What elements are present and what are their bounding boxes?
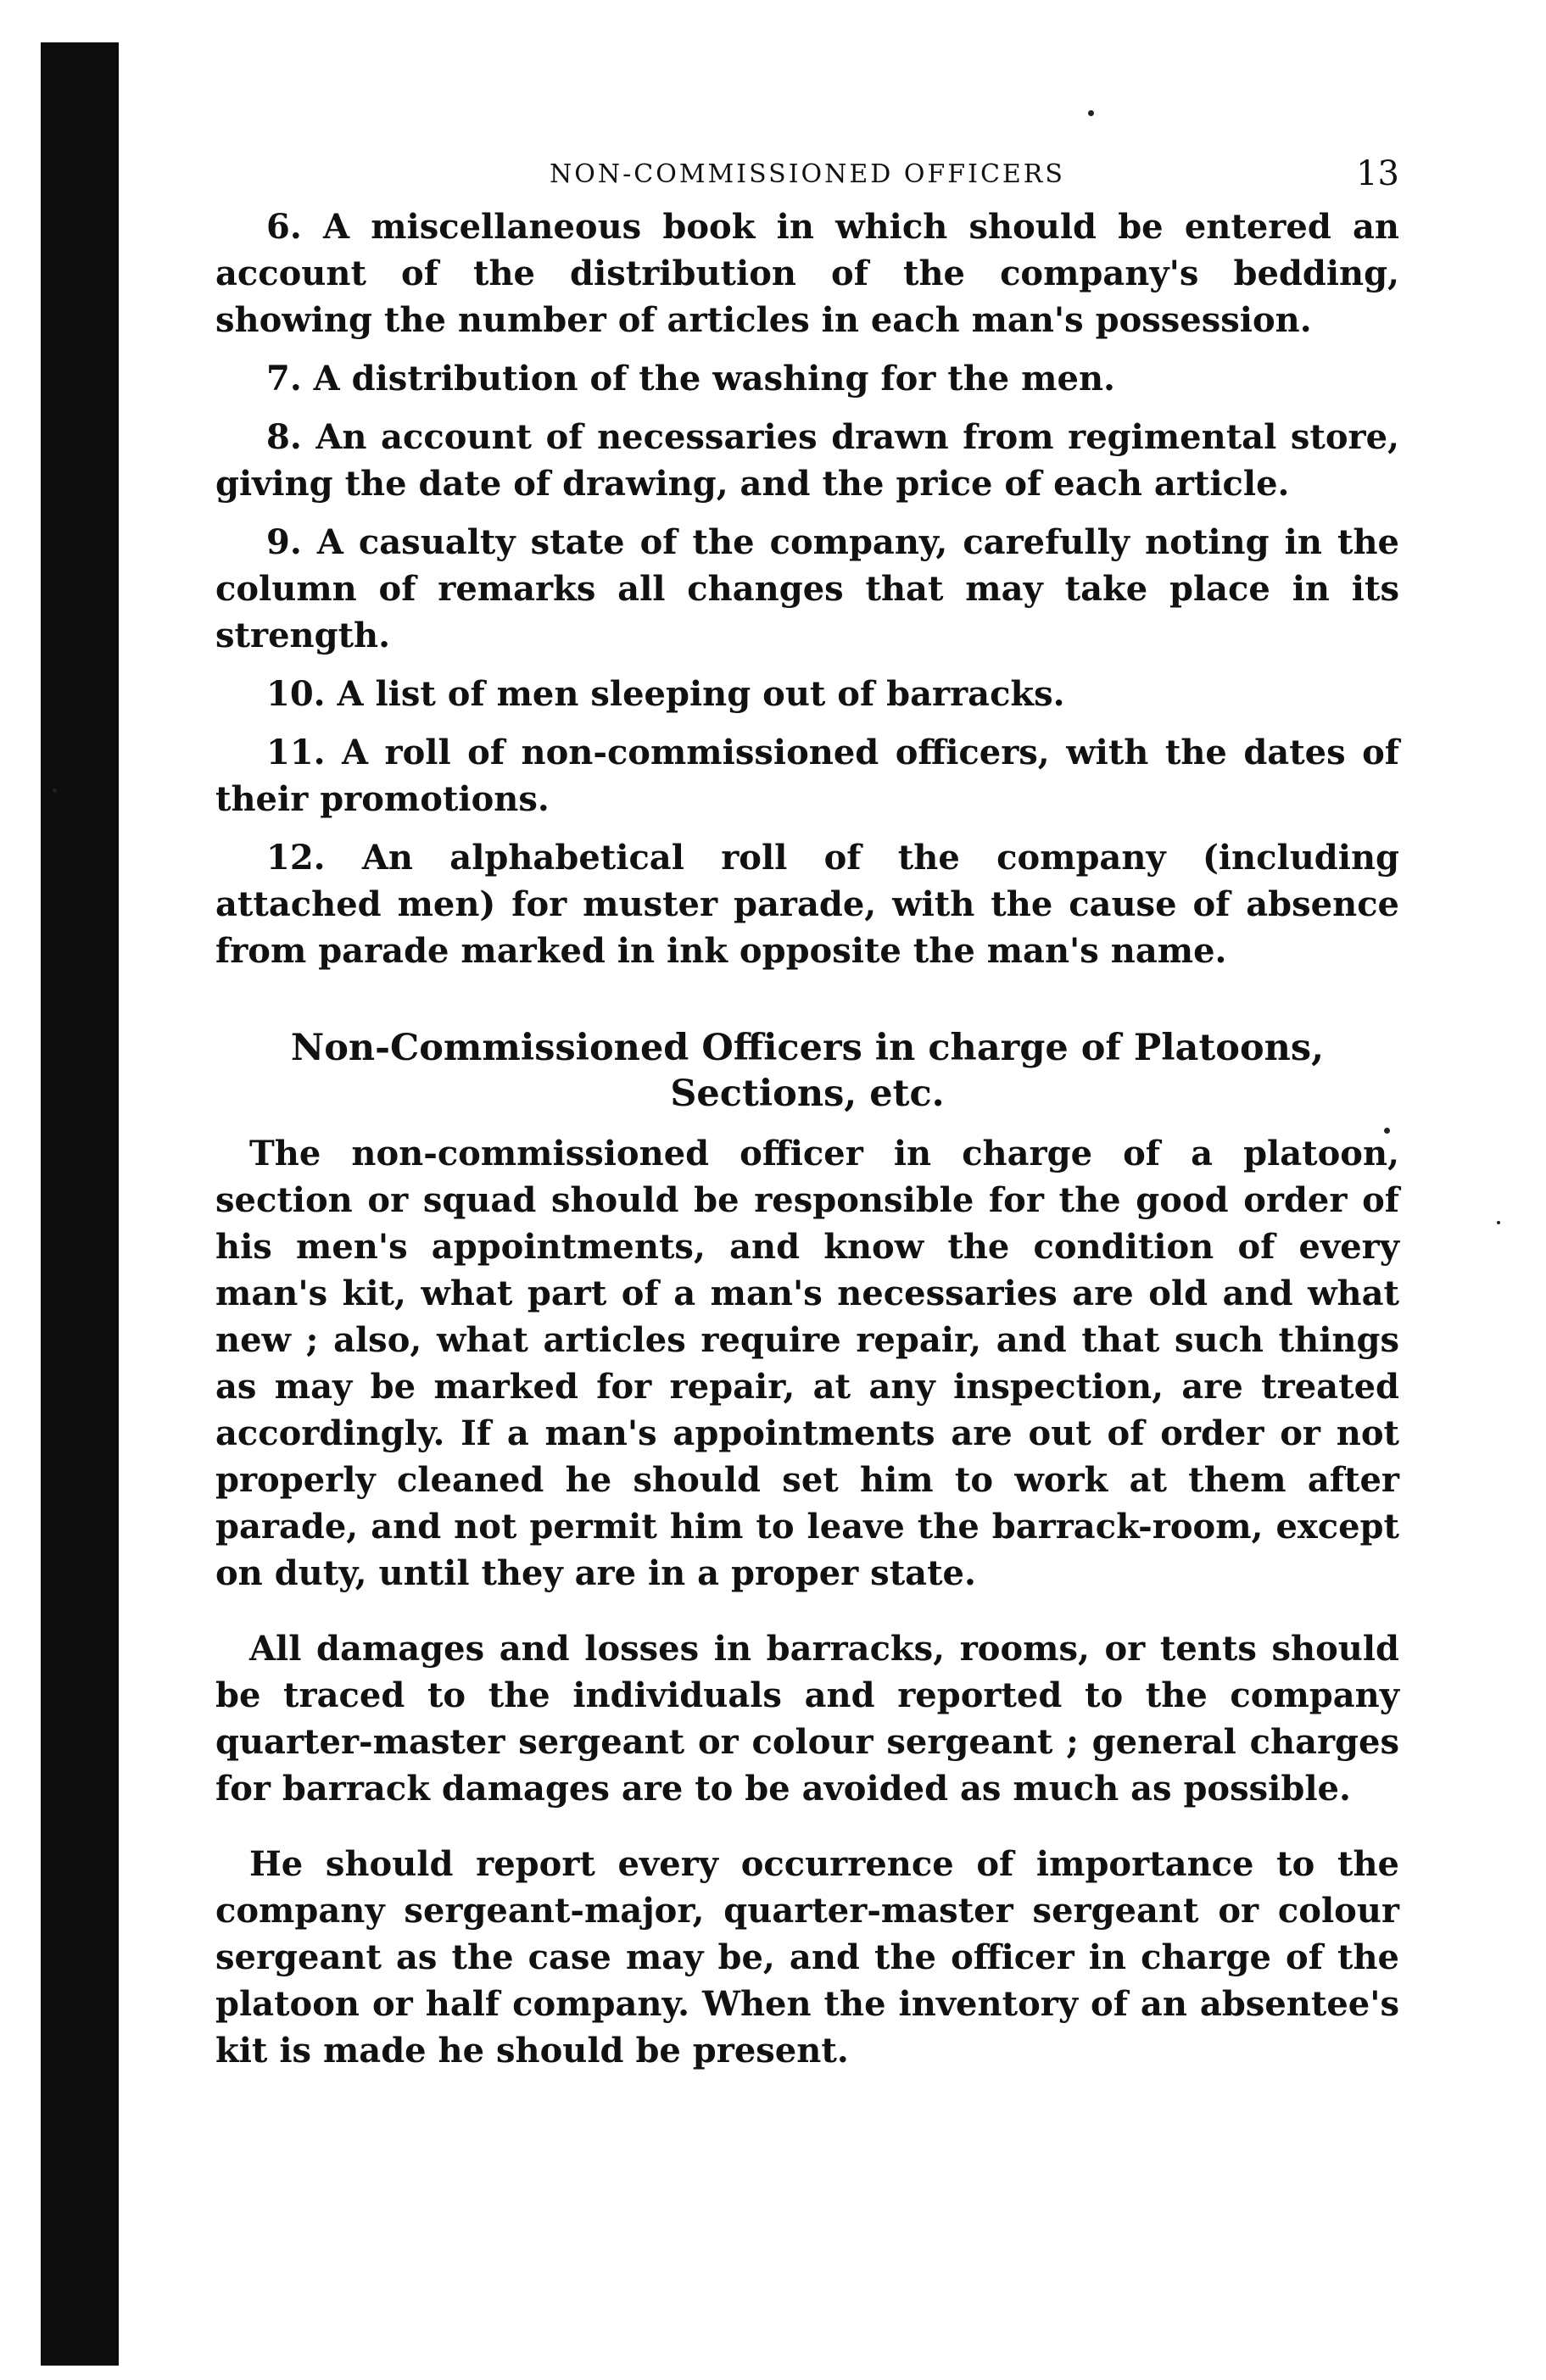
page-number: 13 (1356, 154, 1399, 193)
book-spine-shadow (41, 42, 119, 2366)
section-heading-line-2: Sections, etc. (670, 1073, 945, 1115)
body-paragraph: The non-commissioned officer in charge of a platoon, section or squad should be responsible for the good order of his men's appointments, and know the condition of every man's kit, what part of a man's necessaries are old and what new ; also, what articles require repair, and that such things as may be marked for repair, at any inspection, are treated accordingly. If a man's appointments are out of order or not properly cleaned he should set him to work at them after parade, and not permit him to leave the barrack-room, except on duty, until they are in a proper state. (215, 1134, 1399, 1593)
body-paragraph: All damages and losses in barracks, rooms, or tents should be traced to the individuals and reported to the company quarter-master sergeant or colour sergeant ; general charges for barrack damages are to be avoided as much as possible. (215, 1629, 1399, 1809)
list-item-9: 9. A casualty state of the company, carefully noting in the column of remarks all changes that may take place in its strength. (215, 522, 1399, 655)
section-heading (215, 1025, 1399, 1117)
list-item-6: 6. A miscellaneous book in which should be entered an account of the distribution of the company's bedding, showing the number of articles in each man's possession. (215, 207, 1399, 340)
running-title: NON-COMMISSIONED OFFICERS (550, 159, 1065, 189)
numbered-list (215, 203, 1399, 974)
section-heading-line-1: Non-Commissioned Officers in charge of Platoons, (290, 1027, 1325, 1069)
print-speck (1497, 1221, 1500, 1224)
list-item-10: 10. A list of men sleeping out of barracks. (266, 674, 1065, 714)
list-item-12: 12. An alphabetical roll of the company (including attached men) for muster parade, with the cause of absence from parade marked in ink opposite the man's name. (215, 838, 1399, 971)
list-item-8: 8. An account of necessaries drawn from regimental store, giving the date of drawing, and the price of each article. (215, 417, 1399, 504)
book-page (215, 153, 1399, 2103)
print-speck (1088, 110, 1094, 116)
body-paragraph: He should report every occurrence of importance to the company sergeant-major, quarter-master sergeant or colour sergeant as the case may be, and the officer in charge of the platoon or half company. When the inventory of an absentee's kit is made he should be present. (215, 1844, 1399, 2071)
platoon-section (215, 1025, 1399, 2074)
list-item-11: 11. A roll of non-commissioned officers, with the dates of their promotions. (215, 733, 1399, 819)
list-item-7: 7. A distribution of the washing for the men. (266, 359, 1115, 399)
print-speck (53, 789, 57, 793)
running-header (215, 153, 1399, 203)
